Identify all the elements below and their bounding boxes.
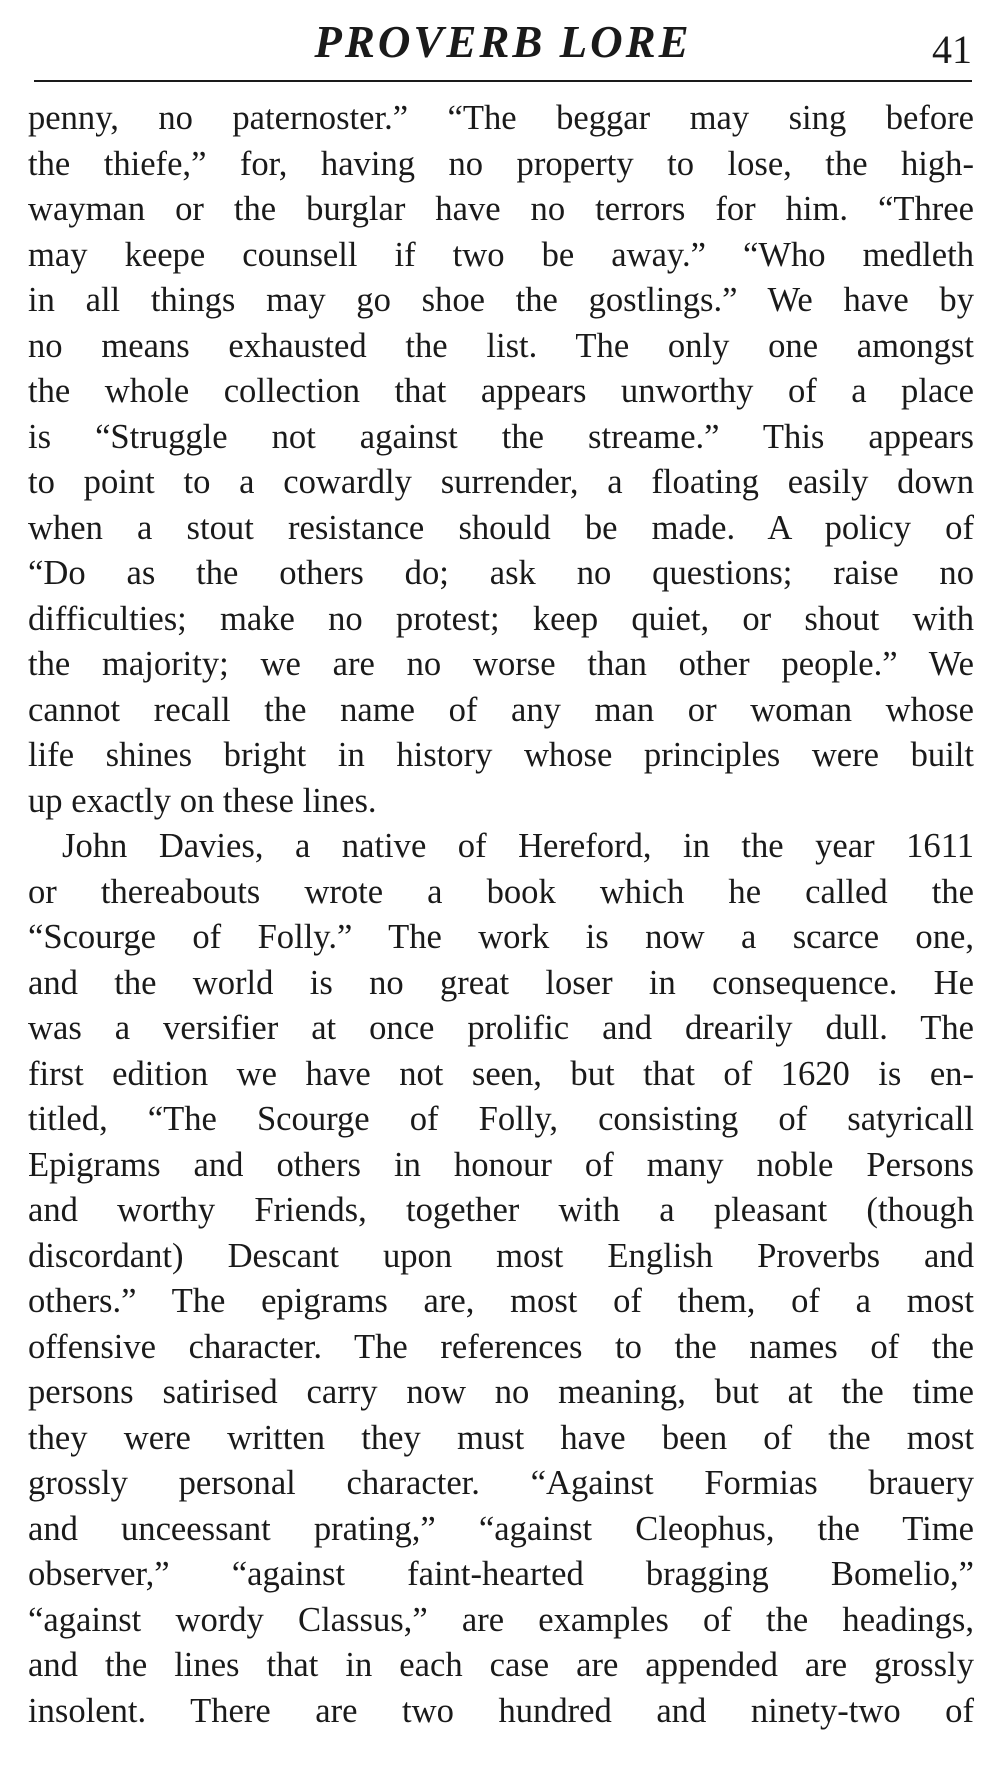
text-line: “Scourge of Folly.” The work is now a scarce one, bbox=[28, 918, 974, 956]
text-line: wayman or the burglar have no terrors for him. “Three bbox=[28, 190, 974, 228]
text-line: and worthy Friends, together with a pleasant (though bbox=[28, 1191, 974, 1229]
page-header bbox=[34, 10, 972, 82]
text-line: “Do as the others do; ask no questions; raise no bbox=[28, 554, 974, 592]
paragraph-first-line: John Davies, a native of Hereford, in the year 1611 bbox=[62, 827, 974, 865]
text-line: is “Struggle not against the streame.” This appears bbox=[28, 417, 974, 456]
text-line: “against wordy Classus,” are examples of the headings, bbox=[28, 1600, 974, 1639]
body-text bbox=[28, 96, 974, 1734]
text-line: grossly personal character. “Against Formias brauery bbox=[28, 1464, 974, 1502]
text-line: persons satirised carry now no meaning, but at the time bbox=[28, 1373, 974, 1411]
text-line: in all things may go shoe the gostlings.” We have by bbox=[28, 281, 974, 319]
text-line: the whole collection that appears unworthy of a place bbox=[28, 372, 974, 410]
paragraph-last-line: up exactly on these lines. bbox=[28, 781, 377, 820]
text-line: and unceessant prating,” “against Cleophus, the Time bbox=[28, 1509, 974, 1548]
text-line: difficulties; make no protest; keep quiet, or shout with bbox=[28, 599, 974, 638]
text-line: cannot recall the name of any man or woman whose bbox=[28, 690, 974, 729]
text-line: insolent. There are two hundred and ninety-two of bbox=[28, 1691, 974, 1730]
text-line: no means exhausted the list. The only one amongst bbox=[28, 326, 974, 365]
text-line: or thereabouts wrote a book which he called the bbox=[28, 872, 974, 911]
text-line: discordant) Descant upon most English Proverbs and bbox=[28, 1236, 974, 1275]
text-line: Epigrams and others in honour of many noble Persons bbox=[28, 1145, 974, 1184]
text-line: they were written they must have been of the most bbox=[28, 1418, 974, 1457]
text-line: when a stout resistance should be made. A policy of bbox=[28, 508, 974, 547]
running-head: PROVERB LORE bbox=[314, 17, 692, 67]
text-line: observer,” “against faint-hearted bragging Bomelio,” bbox=[28, 1555, 974, 1593]
text-line: and the lines that in each case are appended are grossly bbox=[28, 1646, 974, 1684]
text-line: life shines bright in history whose principles were built bbox=[28, 736, 974, 774]
text-line: the thiefe,” for, having no property to lose, the high- bbox=[28, 144, 974, 183]
text-line: others.” The epigrams are, most of them, of a most bbox=[28, 1282, 974, 1320]
text-line: was a versifier at once prolific and drearily dull. The bbox=[28, 1009, 974, 1047]
text-line: first edition we have not seen, but that of 1620 is en- bbox=[28, 1054, 974, 1093]
text-line: penny, no paternoster.” “The beggar may sing before bbox=[28, 99, 974, 137]
page-number: 41 bbox=[932, 27, 972, 72]
text-line: and the world is no great loser in consequence. He bbox=[28, 963, 974, 1002]
text-line: the majority; we are no worse than other people.” We bbox=[28, 645, 974, 683]
text-line: to point to a cowardly surrender, a floating easily down bbox=[28, 463, 974, 501]
text-line: offensive character. The references to the names of the bbox=[28, 1327, 974, 1366]
text-line: titled, “The Scourge of Folly, consisting of satyricall bbox=[28, 1100, 974, 1138]
text-line: may keepe counsell if two be away.” “Who medleth bbox=[28, 235, 974, 274]
